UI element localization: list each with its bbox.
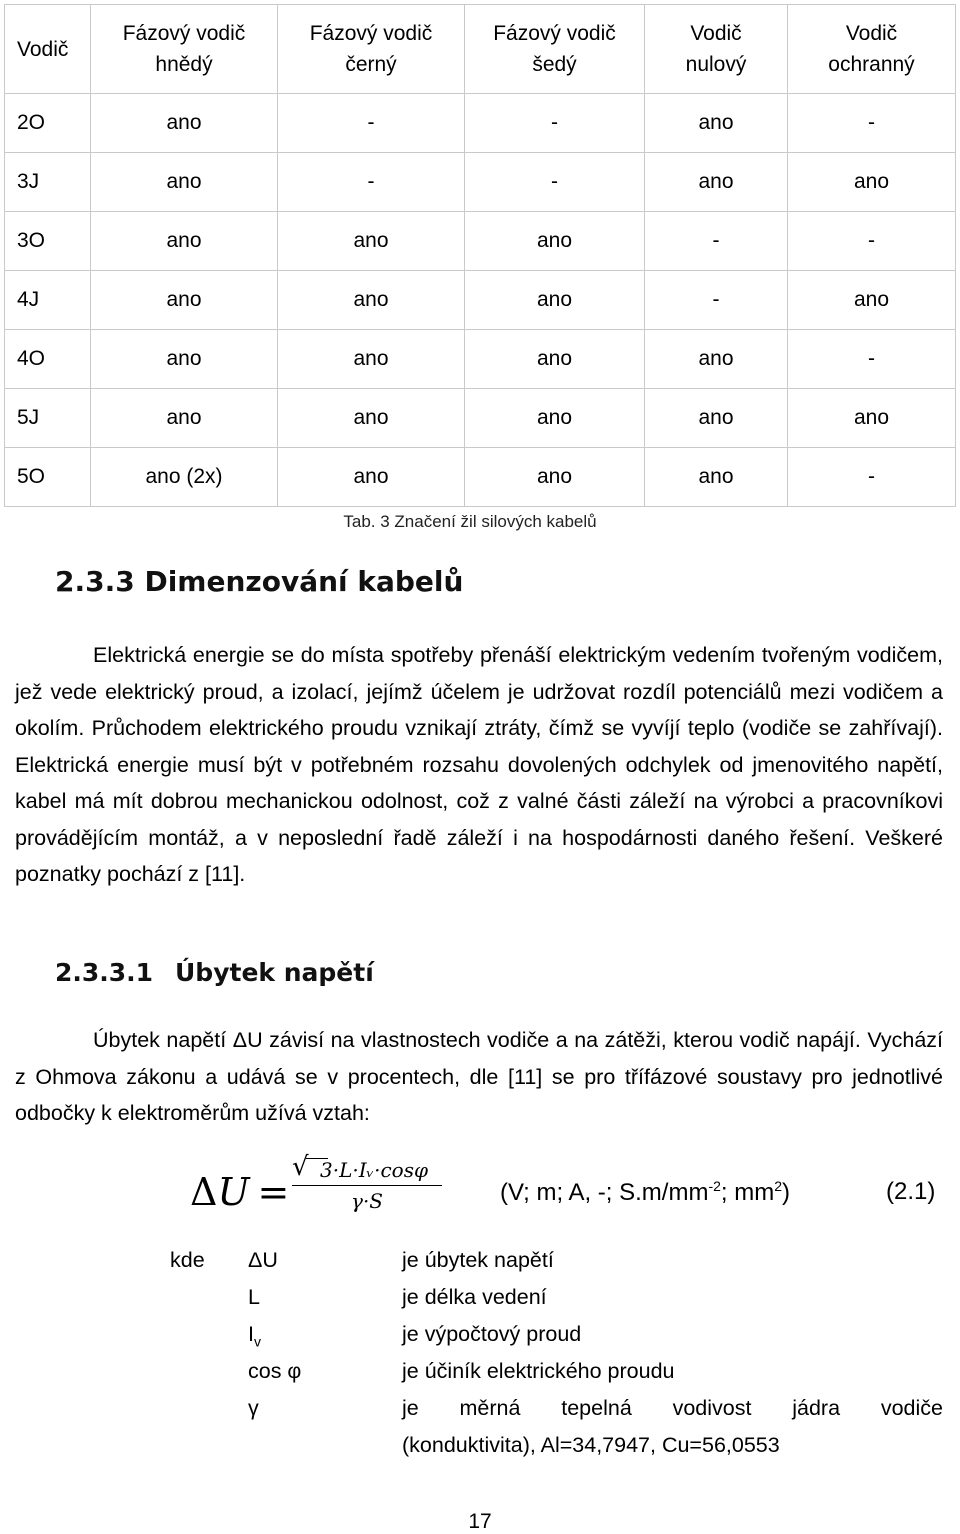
table-cell: - <box>645 271 788 330</box>
definition-row <box>0 1285 960 1321</box>
definition-text: je úbytek napětí <box>402 1248 554 1272</box>
definition-symbol: L <box>248 1285 260 1309</box>
table-cell: - <box>788 212 956 271</box>
table-caption: Tab. 3 Značení žil silových kabelů <box>343 512 597 531</box>
table-row <box>5 448 956 507</box>
subsection-number: 2.3.3.1 <box>55 958 154 987</box>
formula-delta: Δ <box>190 1170 218 1214</box>
definition-symbol: ΔU <box>248 1248 278 1272</box>
header-phase-black: Fázový vodič černý <box>278 5 465 94</box>
table-row <box>5 271 956 330</box>
table-cell: ano <box>91 389 278 448</box>
table-cell: ano <box>465 212 645 271</box>
formula-sqrt-arg: 3 <box>320 1158 333 1182</box>
table-cell: ano <box>645 153 788 212</box>
table-cell: ano <box>91 271 278 330</box>
table-cell: 2O <box>5 94 91 153</box>
section-heading: 2.3.3 Dimenzování kabelů <box>55 565 464 598</box>
table-cell: ano <box>645 330 788 389</box>
formula-denominator: γ·S <box>350 1189 383 1213</box>
table-cell: ano <box>278 330 465 389</box>
table-cell: - <box>645 212 788 271</box>
definition-row <box>0 1359 960 1395</box>
definition-symbol: $I_v$ <box>248 1322 261 1350</box>
table-cell: ano <box>91 212 278 271</box>
table-cell: 4O <box>5 330 91 389</box>
formula-variable: U <box>217 1170 250 1214</box>
table-cell: ano (2x) <box>91 448 278 507</box>
table-cell: - <box>788 94 956 153</box>
table-cell: 3J <box>5 153 91 212</box>
table-cell: ano <box>645 448 788 507</box>
table-cell: 5O <box>5 448 91 507</box>
header-phase-grey: Fázový vodič šedý <box>465 5 645 94</box>
definition-symbol: cos φ <box>248 1359 302 1383</box>
table-cell: - <box>278 94 465 153</box>
definition-symbol: γ <box>248 1396 259 1420</box>
table-row <box>5 153 956 212</box>
table-cell: ano <box>788 271 956 330</box>
table-row <box>5 94 956 153</box>
header-conductor: Vodič <box>5 5 91 94</box>
formula-numerator <box>292 1152 442 1186</box>
equation-number: (2.1) <box>886 1178 936 1205</box>
table-cell: 3O <box>5 212 91 271</box>
table-cell: ano <box>788 389 956 448</box>
table-cell: ano <box>278 389 465 448</box>
table-cell: - <box>788 448 956 507</box>
table-cell: - <box>278 153 465 212</box>
table-cell: ano <box>465 448 645 507</box>
table-cell: ano <box>465 389 645 448</box>
definitions-kde-label: kde <box>170 1248 205 1272</box>
definition-text: je měrná tepelná vodivost jádra vodiče <box>402 1396 943 1420</box>
header-protective: Vodič ochranný <box>788 5 956 94</box>
definition-row <box>0 1322 960 1358</box>
definition-text: je délka vedení <box>402 1285 547 1309</box>
formula-units: (V; m; A, -; $S.m/mm^{-2}$; $mm^2$) <box>500 1178 791 1206</box>
cable-marking-table <box>4 4 956 507</box>
table-cell: ano <box>645 94 788 153</box>
table-row <box>5 389 956 448</box>
table-cell: ano <box>278 212 465 271</box>
table-cell: - <box>465 153 645 212</box>
formula-numerator-rest: ·L·Iᵥ·cosφ <box>332 1158 428 1182</box>
table-cell: ano <box>278 271 465 330</box>
section-paragraph: Elektrická energie se do místa spotřeby přenáší elektrickým vedením tvořeným vodičem, jež vede elektrický proud, a izolací, jejímž účelem je udržovat rozdíl potenciálů mezi vodičem a okolím. Průchodem elektrického proudu vznikají ztráty, čímž se vyvíjí teplo (vodiče se zahřívají). Elektrická energie musí být v potřebném rozsahu dovolených odchylek od jmenovitého napětí, kabel má mít dobrou mechanickou odolnost, což z valné části záleží na výrobci a pracovníkovi provádějícím montáž, a v neposlední řadě záleží i na hospodárnosti daného řešení. Veškeré poznatky pochází z [11]. <box>15 643 943 886</box>
definition-continuation: (konduktivita), Al=34,7947, Cu=56,0553 <box>402 1433 780 1457</box>
table-cell: ano <box>91 330 278 389</box>
table-cell: 4J <box>5 271 91 330</box>
table-cell: 5J <box>5 389 91 448</box>
formula-fraction <box>292 1152 442 1213</box>
definition-row <box>0 1433 960 1469</box>
formula-equals: = <box>257 1170 290 1214</box>
table-cell: ano <box>788 153 956 212</box>
definition-text: je účiník elektrického proudu <box>402 1359 675 1383</box>
header-neutral: Vodič nulový <box>645 5 788 94</box>
sqrt-icon: √ <box>292 1152 309 1182</box>
table-header-row <box>5 5 956 94</box>
table-cell: ano <box>91 94 278 153</box>
formula-lhs <box>190 1170 289 1214</box>
definition-text: je výpočtový proud <box>402 1322 582 1346</box>
table-row <box>5 212 956 271</box>
header-phase-brown: Fázový vodič hnědý <box>91 5 278 94</box>
definition-row <box>0 1396 960 1432</box>
table-cell: ano <box>465 271 645 330</box>
table-cell: - <box>465 94 645 153</box>
voltage-drop-formula <box>0 1150 960 1240</box>
table-cell: ano <box>465 330 645 389</box>
subsection-heading <box>55 958 374 987</box>
page-number: 17 <box>468 1510 492 1533</box>
definition-row <box>0 1248 960 1284</box>
subsection-title: Úbytek napětí <box>175 958 374 987</box>
table-row <box>5 330 956 389</box>
table-cell: ano <box>91 153 278 212</box>
table-cell: ano <box>645 389 788 448</box>
table-cell: - <box>788 330 956 389</box>
table-cell: ano <box>278 448 465 507</box>
subsection-paragraph: Úbytek napětí ΔU závisí na vlastnostech vodiče a na zátěži, kterou vodič napájí. Vychází z Ohmova zákonu a udává se v procentech, dle [11] se pro třífázové soustavy pro jednotlivé odbočky k elektroměrům užívá vztah: <box>15 1028 943 1125</box>
